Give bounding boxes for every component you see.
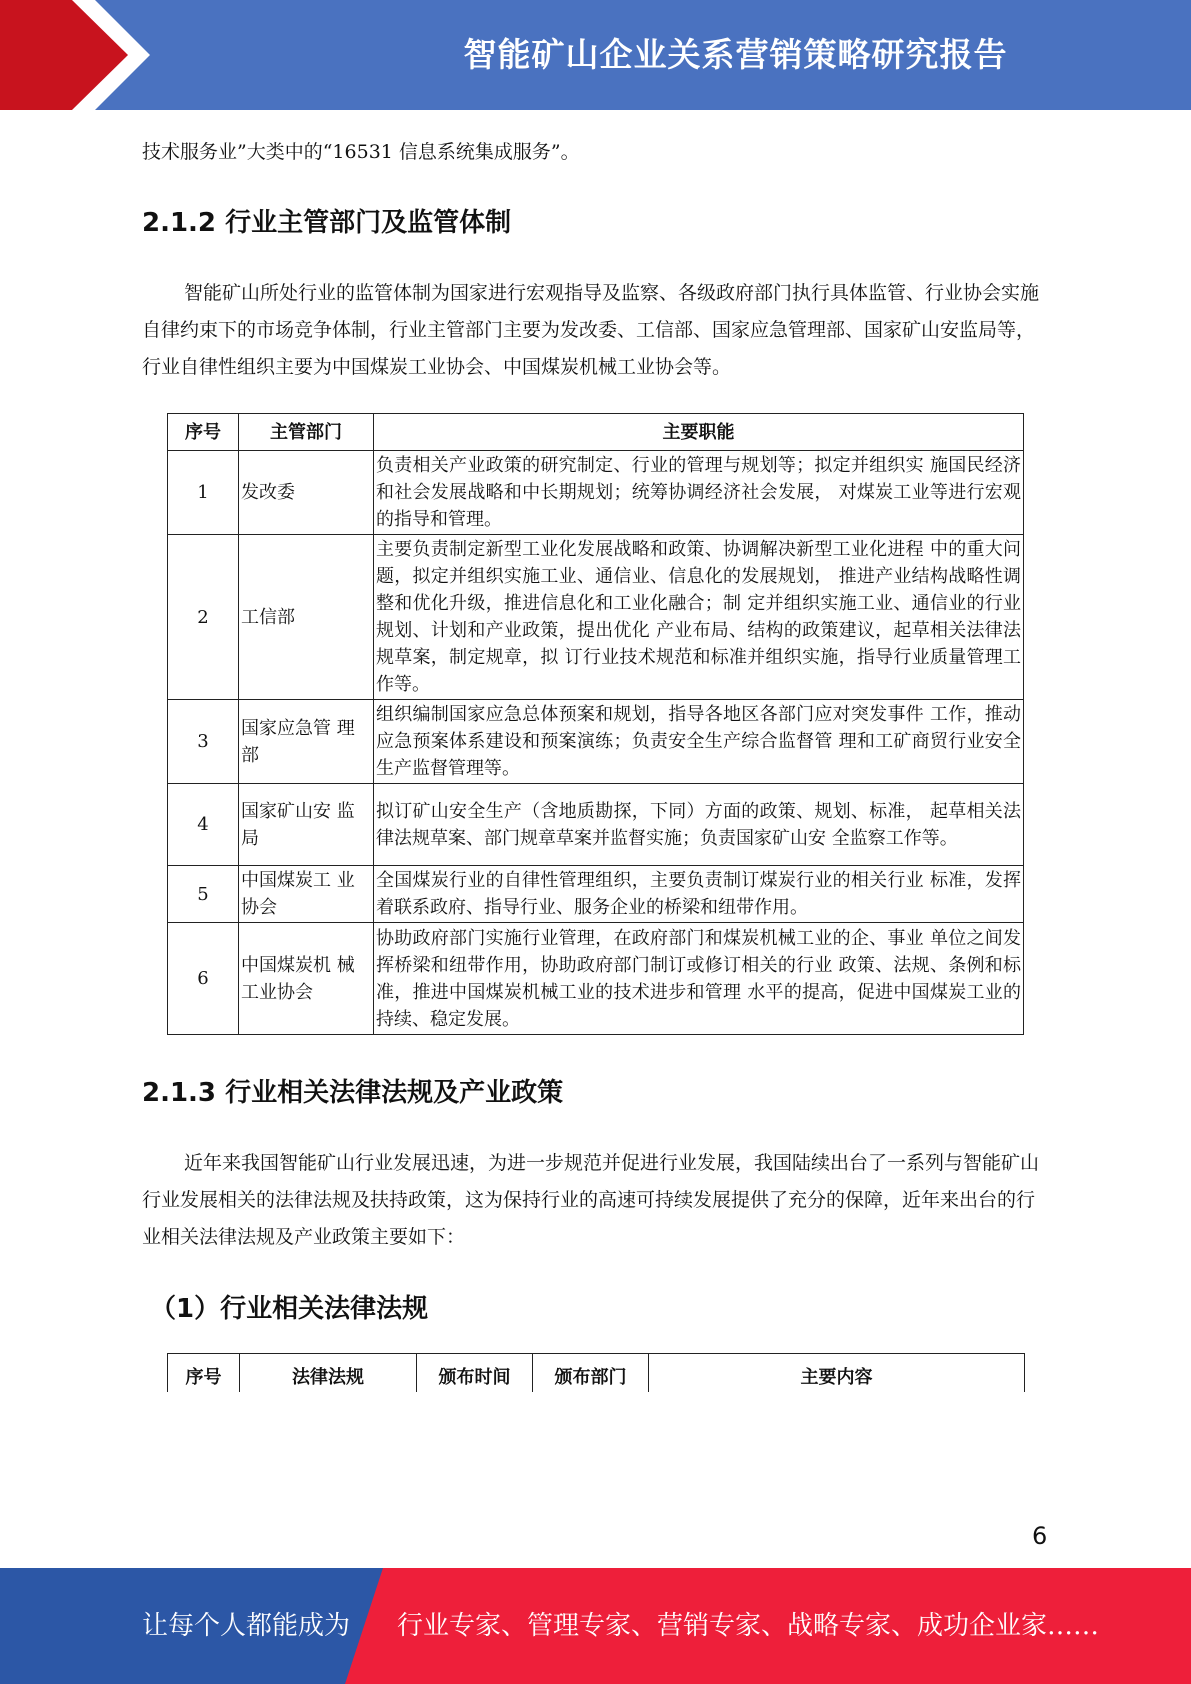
table-row <box>168 535 1024 700</box>
table-row <box>168 700 1024 784</box>
row-duty: 拟订矿山安全生产（含地质勘探，下同）方面的政策、规划、标准， 起草相关法律法规草案、部门规章草案并监督实施；负责国家矿山安 全监察工作等。 <box>374 784 1024 866</box>
row-no: 5 <box>168 866 239 923</box>
table-row <box>168 866 1024 923</box>
section-heading-2-1-3: 2.1.3 行业相关法律法规及产业政策 <box>142 1078 564 1108</box>
page-number: 6 <box>1032 1522 1048 1550</box>
footer-slogan-left: 让每个人都能成为 <box>142 1611 351 1641</box>
page-header <box>0 0 1191 110</box>
col-header-duty: 主要职能 <box>374 414 1024 451</box>
section-heading-2-1-2: 2.1.2 行业主管部门及监管体制 <box>142 208 512 238</box>
row-duty: 组织编制国家应急总体预案和规划，指导各地区各部门应对突发事件 工作，推动应急预案体系建设和预案演练；负责安全生产综合监督管 理和工矿商贸行业安全生产监督管理等。 <box>374 700 1024 784</box>
report-title: 智能矿山企业关系营销策略研究报告 <box>463 35 1008 74</box>
row-no: 6 <box>168 923 239 1035</box>
table-row <box>168 451 1024 535</box>
row-duty: 负责相关产业政策的研究制定、行业的管理与规划等；拟定并组织实 施国民经济和社会发展战略和中长期规划；统筹协调经济社会发展， 对煤炭工业等进行宏观的指导和管理。 <box>374 451 1024 535</box>
table-row <box>168 784 1024 866</box>
regulator-table <box>167 413 1024 1035</box>
row-dept: 国家应急管 理部 <box>239 700 374 784</box>
intro-line: 技术服务业”大类中的“16531 信息系统集成服务”。 <box>142 141 580 163</box>
row-dept: 工信部 <box>239 535 374 700</box>
row-dept: 发改委 <box>239 451 374 535</box>
row-dept: 中国煤炭机 械工业协会 <box>239 923 374 1035</box>
row-duty: 协助政府部门实施行业管理，在政府部门和煤炭机械工业的企、事业 单位之间发挥桥梁和纽带作用，协助政府部门制订或修订相关的行业 政策、法规、条例和标准，推进中国煤炭机械工业的技术进步和管理 水平的提高，促进中国煤炭工业的持续、稳定发展。 <box>374 923 1024 1035</box>
footer-slogan-right: 行业专家、管理专家、营销专家、战略专家、成功企业家…… <box>397 1611 1100 1641</box>
section-2-1-2-paragraph: 智能矿山所处行业的监管体制为国家进行宏观指导及监察、各级政府部门执行具体监管、行业协会实施自律约束下的市场竞争体制，行业主管部门主要为发改委、工信部、国家应急管理部、国家矿山安监局等，行业自律性组织主要为中国煤炭工业协会、中国煤炭机械工业协会等。 <box>142 282 1040 378</box>
col-header-no: 序号 <box>168 1354 240 1393</box>
header-chevron-decoration <box>0 0 160 110</box>
row-duty: 全国煤炭行业的自律性管理组织，主要负责制订煤炭行业的相关行业 标准，发挥着联系政府、指导行业、服务企业的桥梁和纽带作用。 <box>374 866 1024 923</box>
laws-table <box>167 1353 1025 1392</box>
section-2-1-3-paragraph: 近年来我国智能矿山行业发展迅速，为进一步规范并促进行业发展，我国陆续出台了一系列与智能矿山行业发展相关的法律法规及扶持政策，这为保持行业的高速可持续发展提供了充分的保障，近年来出台的行业相关法律法规及产业政策主要如下： <box>142 1152 1040 1248</box>
col-header-issuer: 颁布部门 <box>533 1354 649 1393</box>
row-no: 4 <box>168 784 239 866</box>
col-header-law: 法律法规 <box>240 1354 417 1393</box>
table-header-row <box>168 414 1024 451</box>
row-no: 2 <box>168 535 239 700</box>
row-no: 3 <box>168 700 239 784</box>
row-no: 1 <box>168 451 239 535</box>
col-header-content: 主要内容 <box>649 1354 1025 1393</box>
subsection-heading-laws: （1）行业相关法律法规 <box>150 1294 429 1324</box>
table-row <box>168 923 1024 1035</box>
col-header-dept: 主管部门 <box>239 414 374 451</box>
row-duty: 主要负责制定新型工业化发展战略和政策、协调解决新型工业化进程 中的重大问题，拟定并组织实施工业、通信业、信息化的发展规划， 推进产业结构战略性调整和优化升级，推进信息化和工业化融合；制 定并组织实施工业、通信业的行业规划、计划和产业政策，提出优化 产业布局、结构的政策建议，起草相关法律法规草案，制定规章，拟 订行业技术规范和标准并组织实施，指导行业质量管理工作等。 <box>374 535 1024 700</box>
laws-table-clip <box>167 1353 1025 1392</box>
col-header-date: 颁布时间 <box>417 1354 533 1393</box>
row-dept: 中国煤炭工 业协会 <box>239 866 374 923</box>
col-header-no: 序号 <box>168 414 239 451</box>
row-dept: 国家矿山安 监局 <box>239 784 374 866</box>
table-header-row <box>168 1354 1025 1393</box>
